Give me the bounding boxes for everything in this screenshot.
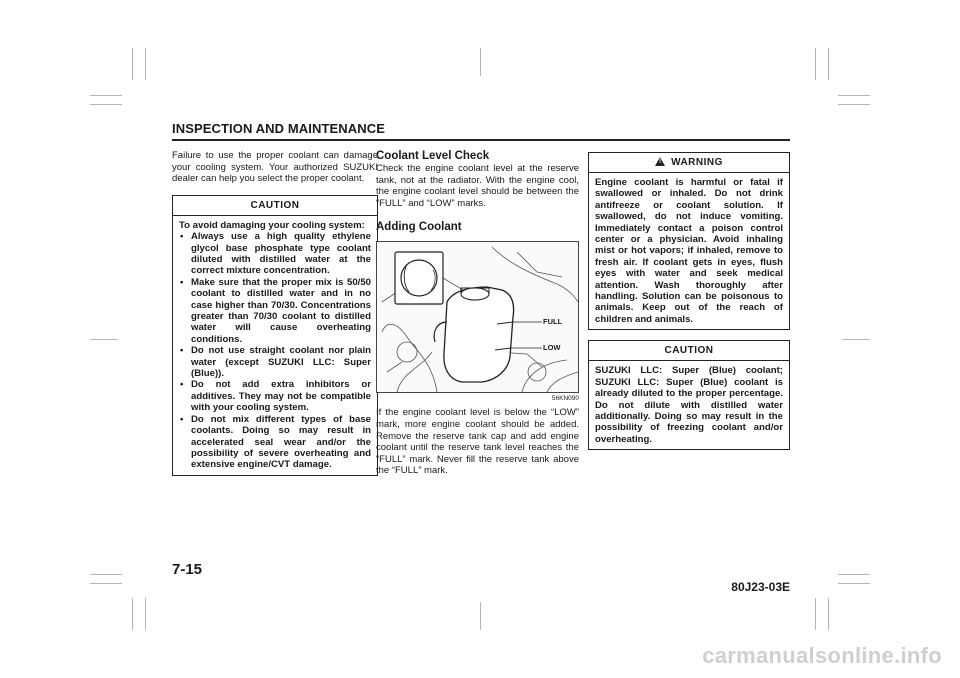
- coolant-level-check-heading: Coolant Level Check: [376, 150, 490, 162]
- adding-coolant-text: If the engine coolant level is below the “LOW” mark, more engine coolant should be added. Remove the reserve tank cap and add engine coolant until the reserve tank level reaches the “FULL” mark. Never fill the reserve tank above the “FULL” mark.: [376, 407, 579, 477]
- crop-mark: [838, 95, 870, 96]
- caution-body-right: SUZUKI LLC: Super (Blue) coolant; SUZUKI LLC: Super (Blue) coolant is already diluted to the proper percentage. Do not dilute with distilled water additionally. Doing so may result in the possibility of freezing coolant and/or overheating.: [595, 365, 783, 445]
- warning-box: [588, 152, 790, 330]
- intro-paragraph: Failure to use the proper coolant can damage your cooling system. Your authorized SUZUKI dealer can help you select the proper coolant.: [172, 150, 378, 185]
- crop-mark: [838, 583, 870, 584]
- warning-header: [589, 153, 789, 173]
- coolant-level-check-text: Check the engine coolant level at the reserve tank, not at the radiator. With the engine cool, the engine coolant level should be between the “FULL” and “LOW” marks.: [376, 163, 579, 209]
- caution-lead: To avoid damaging your cooling system:: [179, 219, 365, 231]
- crop-mark: [132, 48, 133, 80]
- crop-mark: [842, 339, 870, 340]
- caution-item: • Always use a high quality ethylene glycol base phosphate type coolant diluted with distilled water at the correct mixture concentration.: [179, 231, 371, 277]
- right-column: [588, 150, 790, 450]
- warning-title: WARNING: [671, 157, 723, 168]
- crop-mark: [828, 48, 829, 80]
- watermark: carmanualsonline.info: [702, 643, 942, 668]
- crop-mark: [838, 574, 870, 575]
- reserve-tank-illustration: [376, 241, 579, 393]
- caution-list: [179, 231, 371, 471]
- crop-mark: [815, 48, 816, 80]
- crop-mark: [90, 583, 122, 584]
- adding-coolant-heading: Adding Coolant: [376, 221, 462, 234]
- page-number: 7-15: [172, 561, 203, 578]
- low-mark-label: LOW: [543, 343, 561, 353]
- header-rule: [172, 139, 790, 141]
- crop-mark: [145, 598, 146, 630]
- caution-title: CAUTION: [173, 196, 377, 216]
- figure-code: 56KN090: [551, 395, 579, 403]
- crop-mark: [90, 574, 122, 575]
- crop-mark: [480, 48, 481, 76]
- crop-mark: [480, 602, 481, 630]
- crop-mark: [145, 48, 146, 80]
- full-mark-label: FULL: [543, 317, 563, 327]
- caution-item: • Do not add extra inhibitors or additives. They may not be compatible with your cooling system.: [179, 379, 371, 413]
- crop-mark: [828, 598, 829, 630]
- caution-item: • Do not use straight coolant nor plain water (except SUZUKI LLC: Super (Blue)).: [179, 345, 371, 379]
- crop-mark: [90, 104, 122, 105]
- caution-title-right: CAUTION: [589, 341, 789, 361]
- warning-body: Engine coolant is harmful or fatal if swallowed or inhaled. Do not drink antifreeze or coolant solution. If swallowed, do not induce vomiting. Immediately contact a poison control center or a physician. Avoid inhaling mist or hot vapors; if inhaled, remove to fresh air. If coolant gets in eyes, flush eyes with water and seek medical attention. Wash thoroughly after handling. Solution can be poisonous to animals. Keep out of the reach of children and animals.: [595, 177, 783, 325]
- caution-box: [172, 195, 378, 476]
- caution-item: • Make sure that the proper mix is 50/50 coolant to distilled water and in no case higher than 70/30. Concentrations greater than 70/30 coolant to distilled water will cause overheating conditions.: [179, 277, 371, 345]
- warning-triangle-icon: !: [655, 157, 665, 166]
- caution-item: • Do not mix different types of base coolants. Doing so may result in accelerated seal wear and/or the possibility of severe overheating and extensive engine/CVT damage.: [179, 414, 371, 471]
- crop-mark: [90, 95, 122, 96]
- crop-mark: [90, 339, 118, 340]
- crop-mark: [815, 598, 816, 630]
- caution-box-right: [588, 340, 790, 450]
- crop-mark: [132, 598, 133, 630]
- caution-body: [173, 216, 377, 475]
- document-code: 80J23-03E: [731, 580, 790, 594]
- section-title: INSPECTION AND MAINTENANCE: [172, 121, 386, 136]
- middle-column: [376, 150, 579, 477]
- crop-mark: [838, 104, 870, 105]
- left-column: [172, 150, 378, 476]
